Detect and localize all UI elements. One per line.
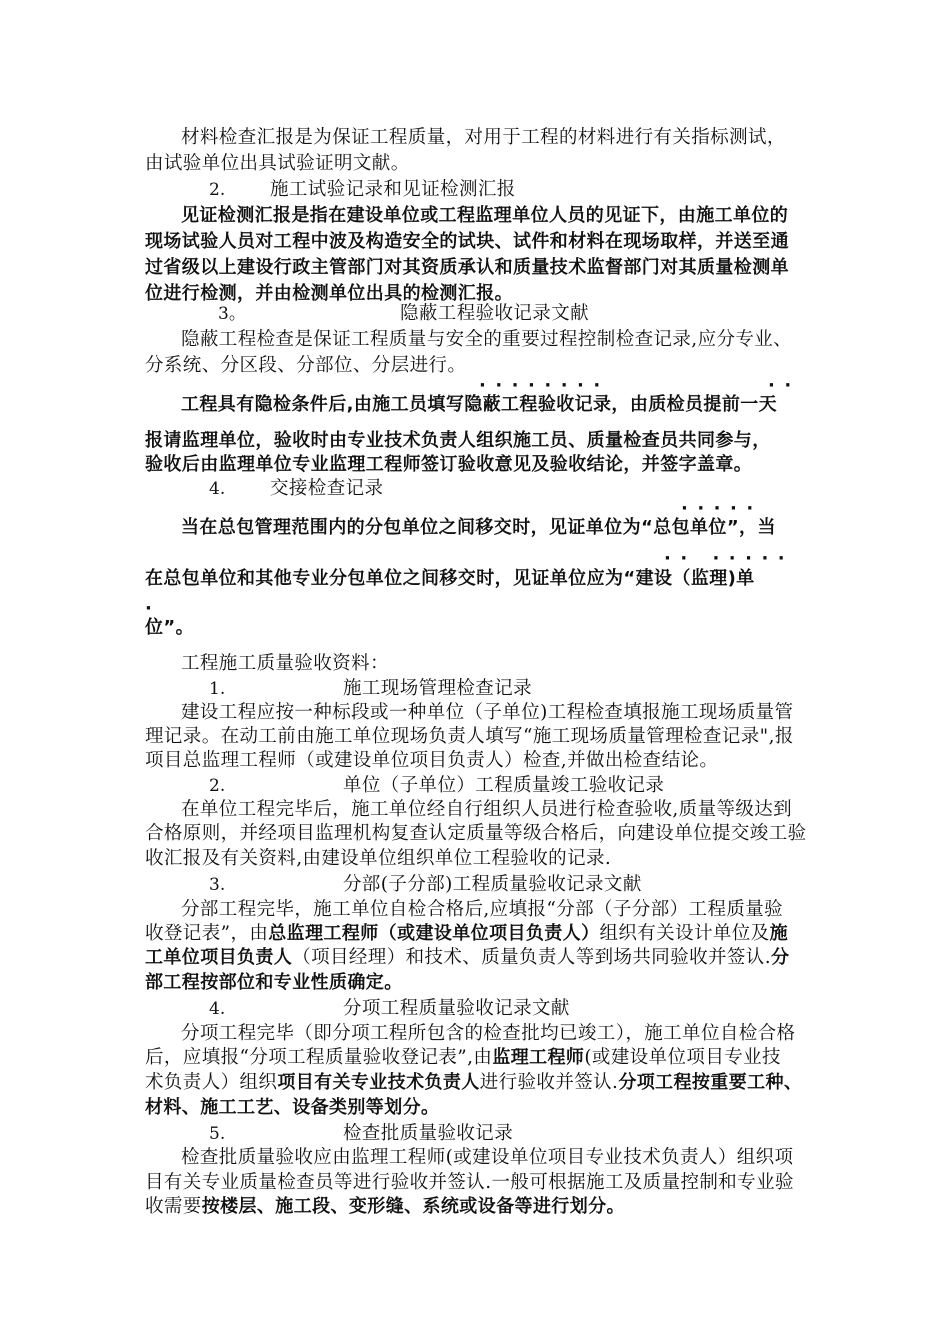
section-number: 2. [209, 776, 226, 796]
text-run: 收需要 [145, 1196, 202, 1217]
paragraph-line: 分项工程完毕（即分项工程所包含的检查批均已竣工），施工单位自检合格 [181, 1023, 796, 1044]
subsection-heading: 工程施工质量验收资料： [181, 653, 389, 674]
paragraph-line: 工程具有隐检条件后,由施工员填写隐蔽工程验收记录，由质检员提前一天 [181, 394, 778, 415]
section-number: 2. [209, 180, 226, 200]
bold-text-run: 项目有关专业技术负责人 [277, 1072, 480, 1093]
section-title: 检查批质量验收记录 [343, 1123, 514, 1144]
paragraph-line: 材料、施工工艺、设备类别等划分。 [145, 1097, 440, 1118]
bold-text-run: 按楼层、施工段、变形缝、系统或设备等进行划分。 [201, 1196, 625, 1217]
emphasis-dots: · [145, 598, 162, 619]
bold-text-run: 监理工程师 [492, 1047, 585, 1068]
paragraph-line: 在总包单位和其他专业分包单位之间移交时，见证单位应为“建设（监理)单 [145, 568, 755, 589]
text-run: (或建设单位项目专业技 [584, 1047, 781, 1068]
paragraph-line: 过省级以上建设行政主管部门对其资质承认和质量技术监督部门对其质量检测单 [145, 257, 789, 278]
text-run: 术负责人）组织 [145, 1072, 278, 1093]
bold-text-run: 工单位项目负责人 [145, 947, 293, 968]
paragraph-line: 分系统、分区段、分部位、分层进行。 [145, 355, 467, 376]
paragraph-line: 分部工程完毕，施工单位自检合格后,应填报“分部（子分部）工程质量验 [181, 899, 784, 920]
paragraph-line [145, 921, 788, 947]
text-run: （项目经理）和技术、质量负责人等到场共同验收并签认. [292, 947, 771, 968]
bold-text-run: 分 [771, 947, 790, 968]
text-run: 进行验收并签认. [479, 1072, 619, 1093]
section-number: 4. [209, 999, 226, 1019]
section-title: 交接检查记录 [270, 478, 384, 499]
paragraph-line [145, 945, 789, 971]
paragraph-line [145, 1045, 781, 1071]
section-title: 分项工程质量验收记录文献 [343, 998, 570, 1019]
section-number: 5. [209, 1124, 226, 1144]
section-number: 3. [209, 875, 226, 895]
emphasis-dots: ····· [681, 498, 763, 519]
paragraph-line: 见证检测汇报是指在建设单位或工程监理单位人员的见证下，由施工单位的 [181, 205, 789, 226]
paragraph-line: 隐蔽工程检查是保证工程质量与安全的重要过程控制检查记录,应分专业、 [181, 329, 793, 350]
paragraph-line: 现场试验人员对工程中波及构造安全的试块、试件和材料在现场取样，并送至通 [145, 231, 789, 252]
text-run: 后，应填报“分项工程质量验收登记表”,由 [145, 1047, 493, 1068]
paragraph-line: 建设工程应按一种标段或一种单位（子单位)工程检查填报施工现场质量管 [181, 702, 794, 723]
paragraph-line [145, 1194, 625, 1220]
paragraph-line: 由试验单位出具试验证明文献。 [145, 153, 410, 174]
paragraph-line: 目有关专业质量检查员等进行验收并签认.一般可根据施工及质量控制和专业验 [145, 1172, 794, 1193]
paragraph-line: 合格原则，并经项目监理机构复查认定质量等级合格后，向建设单位提交竣工验 [145, 823, 807, 844]
bold-text-run: 分项工程按重要工种、 [618, 1072, 803, 1093]
paragraph-line: 当在总包管理范围内的分包单位之间移交时，见证单位为“总包单位”，当 [181, 517, 776, 538]
paragraph-line: 检查批质量验收应由监理工程师(或建设单位项目专业技术负责人）组织项 [181, 1147, 794, 1168]
paragraph-line: 位进行检测，并由检测单位出具的检测汇报。 [145, 283, 513, 304]
section-number: 1. [209, 679, 226, 699]
emphasis-dots: ·· ····· [664, 548, 795, 569]
section-number: 3。 [218, 304, 246, 324]
section-number: 4. [209, 479, 226, 499]
section-title: 施工现场管理检查记录 [343, 678, 533, 699]
emphasis-dots: ·· [768, 375, 801, 396]
bold-text-run: 施 [769, 923, 788, 944]
paragraph-line: 部工程按部位和专业性质确定。 [145, 972, 403, 993]
paragraph-line: 在单位工程完毕后，施工单位经自行组织人员进行检查验收,质量等级达到 [181, 799, 793, 820]
paragraph-line: 项目总监理工程师（或建设单位项目负责人）检查,并做出检查结论。 [145, 750, 719, 771]
paragraph-line: 报请监理单位，验收时由专业技术负责人组织施工员、质量检查员共同参与， [145, 430, 771, 451]
emphasis-dots: ········ [479, 375, 610, 396]
paragraph-line: 理记录。在动工前由施工单位现场负责人填写“施工现场质量管理检查记录",报 [145, 726, 794, 747]
bold-text-run: 总监理工程师（或建设单位项目负责人） [268, 923, 600, 944]
section-title: 单位（子单位）工程质量竣工验收记录 [343, 775, 665, 796]
paragraph-line [145, 1070, 802, 1096]
section-title: 隐蔽工程验收记录文献 [400, 303, 590, 324]
paragraph-line: 验收后由监理单位专业监理工程师签订验收意见及验收结论，并签字盖章。 [145, 454, 753, 475]
text-run: 组织有关设计单位及 [599, 923, 770, 944]
text-run: 收登记表”，由 [145, 923, 269, 944]
paragraph-line: 收汇报及有关资料,由建设单位组织单位工程验收的记录. [145, 848, 612, 869]
paragraph-line: 材料检查汇报是为保证工程质量，对用于工程的材料进行有关指标测试， [181, 127, 786, 148]
section-title: 施工试验记录和见证检测汇报 [270, 179, 516, 200]
section-title: 分部(子分部)工程质量验收记录文献 [343, 874, 642, 895]
paragraph-line: 位”。 [145, 617, 195, 638]
